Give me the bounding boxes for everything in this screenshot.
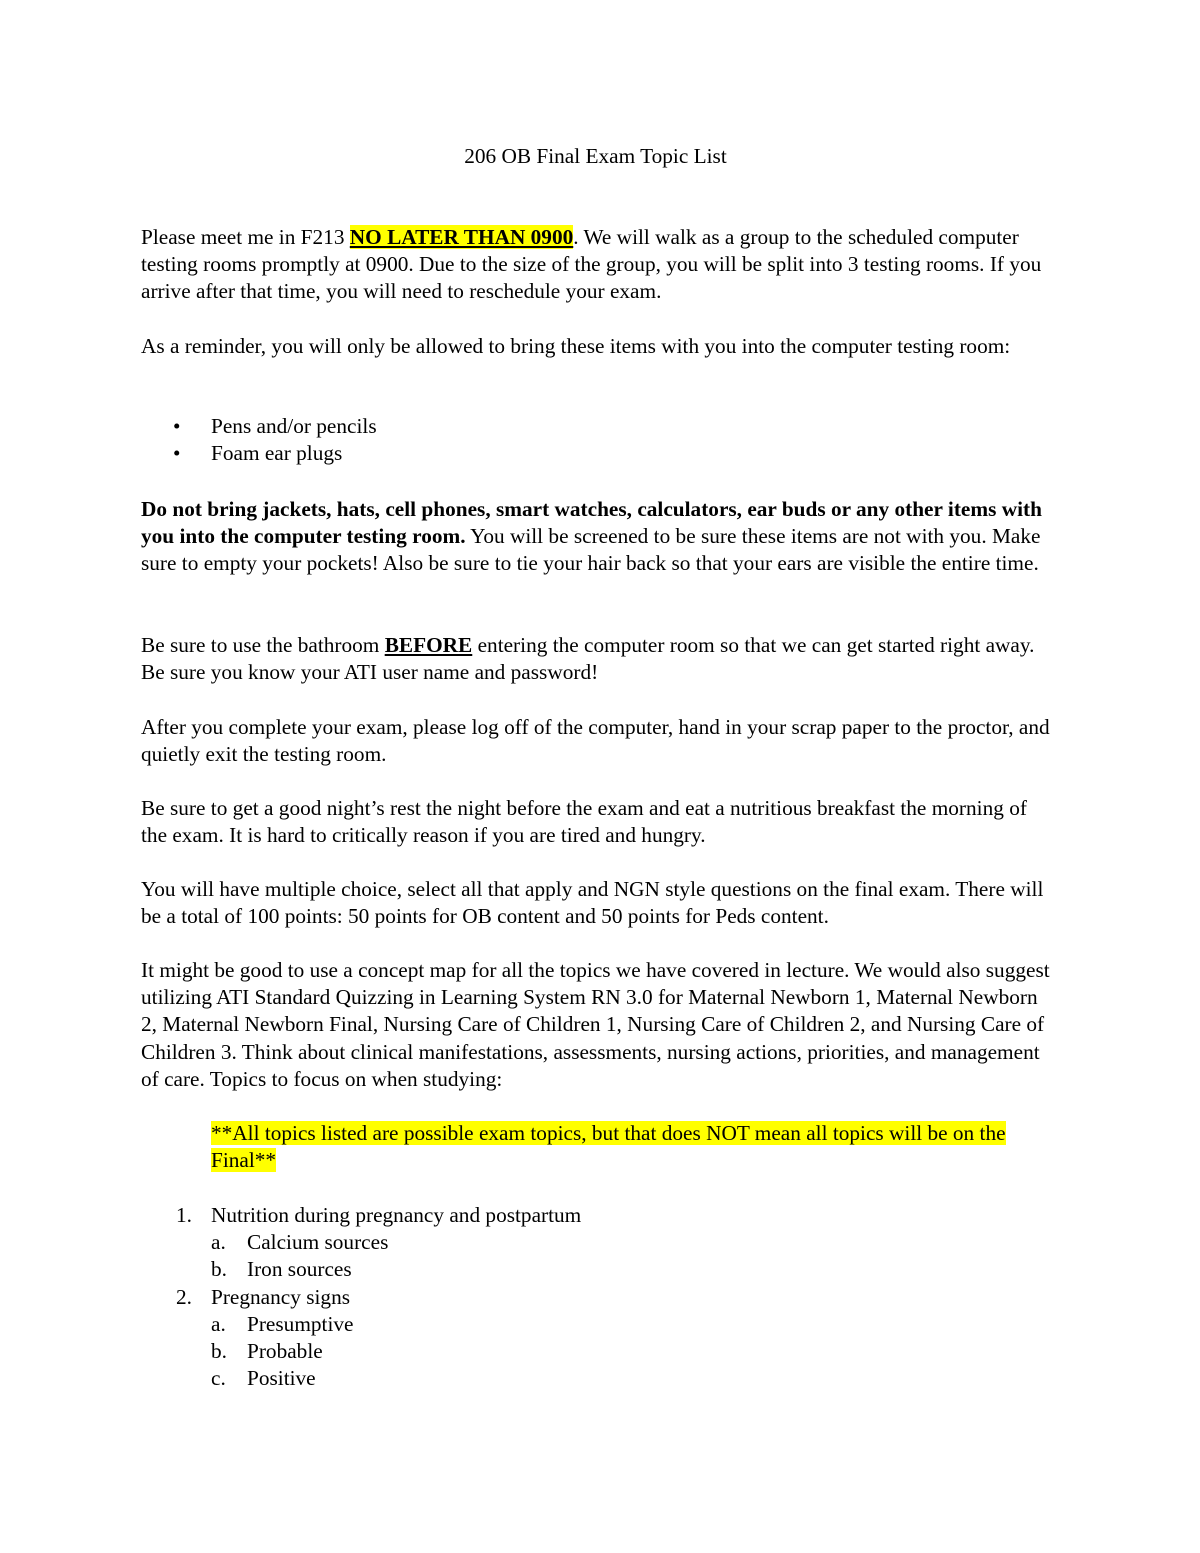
list-item-label: Foam ear plugs	[211, 441, 343, 466]
subtopic-label: Iron sources	[247, 1257, 352, 1282]
topic-number: 2.	[176, 1284, 192, 1309]
rest-paragraph: Be sure to get a good night’s rest the night before the exam and eat a nutritious breakfast the morning of the exam. It is hard to critically reason if you are tired and hungry.	[141, 796, 1027, 848]
prohibited-items-paragraph	[141, 496, 1056, 578]
prohibited-items-bold: Do not bring jackets, hats, cell phones, smart watches, calculators, ear buds or any other items with you into the computer testing room.	[141, 497, 1042, 549]
subtopic-letter: b.	[211, 1257, 227, 1282]
study-paragraph: It might be good to use a concept map for all the topics we have covered in lecture. We would also suggest utilizing ATI Standard Quizzing in Learning System RN 3.0 for Maternal Newborn 1, Maternal Newborn 2, Maternal Newborn Final, Nursing Care of Children 1, Nursing Care of Children 2, and Nursing Care of Children 3. Think about clinical manifestations, assessments, nursing actions, priorities, and management of care. Topics to focus on when studying:	[141, 958, 1050, 1091]
subtopic-letter: a.	[211, 1311, 226, 1336]
meeting-paragraph	[141, 224, 1056, 306]
after-exam-paragraph: After you complete your exam, please log off of the computer, hand in your scrap paper to the proctor, and quietly exit the testing room.	[141, 715, 1050, 767]
subtopic-letter: a.	[211, 1230, 226, 1255]
topic-number: 1.	[176, 1203, 192, 1227]
subtopic-letter: c.	[211, 1366, 226, 1391]
before-emphasis: BEFORE	[384, 633, 473, 657]
topic-label: Pregnancy signs	[211, 1284, 351, 1309]
exam-format-paragraph: You will have multiple choice, select all that apply and NGN style questions on the final exam. There will be a total of 100 points: 50 points for OB content and 50 points for Peds content.	[141, 877, 1044, 929]
list-item	[141, 413, 377, 440]
deadline-highlight: NO LATER THAN 0900	[349, 225, 574, 249]
topic-label: Nutrition during pregnancy and postpartum	[211, 1203, 582, 1227]
note-highlight: **All topics listed are possible exam topics, but that does NOT mean all topics will be on the Final**	[211, 1121, 1006, 1173]
reminder-paragraph: As a reminder, you will only be allowed to bring these items with you into the computer testing room:	[141, 334, 1011, 358]
subtopic-label: Positive	[247, 1366, 316, 1391]
meeting-text-end: . We will walk as a group to the scheduled computer testing rooms promptly at 0900. Due to the size of the group, you will be split into 3 testing rooms. If you arrive after that time, you will need to reschedule your exam.	[141, 225, 1042, 304]
bullet-icon: •	[173, 414, 181, 438]
bathroom-text-end: entering the computer room so that we can get started right away. Be sure you know your ATI user name and password!	[141, 633, 1035, 685]
list-item-label: Pens and/or pencils	[211, 414, 377, 438]
subtopic-letter: b.	[211, 1338, 227, 1363]
allowed-items-list	[141, 413, 377, 467]
list-item	[141, 440, 377, 467]
screening-text: You will be screened to be sure these items are not with you. Make sure to empty your pockets! Also be sure to tie your hair back so that your ears are visible the entire time.	[141, 524, 1041, 576]
subtopic-label: Probable	[247, 1338, 323, 1363]
exam-topics-note	[211, 1120, 1057, 1174]
bullet-icon: •	[173, 441, 181, 466]
subtopic-label: Presumptive	[247, 1311, 354, 1336]
meeting-text-start: Please meet me in F213	[141, 225, 350, 249]
page-title: 206 OB Final Exam Topic List	[464, 144, 727, 168]
bathroom-paragraph	[141, 632, 1056, 686]
bathroom-text-start: Be sure to use the bathroom	[141, 633, 385, 657]
subtopic-label: Calcium sources	[247, 1230, 389, 1255]
